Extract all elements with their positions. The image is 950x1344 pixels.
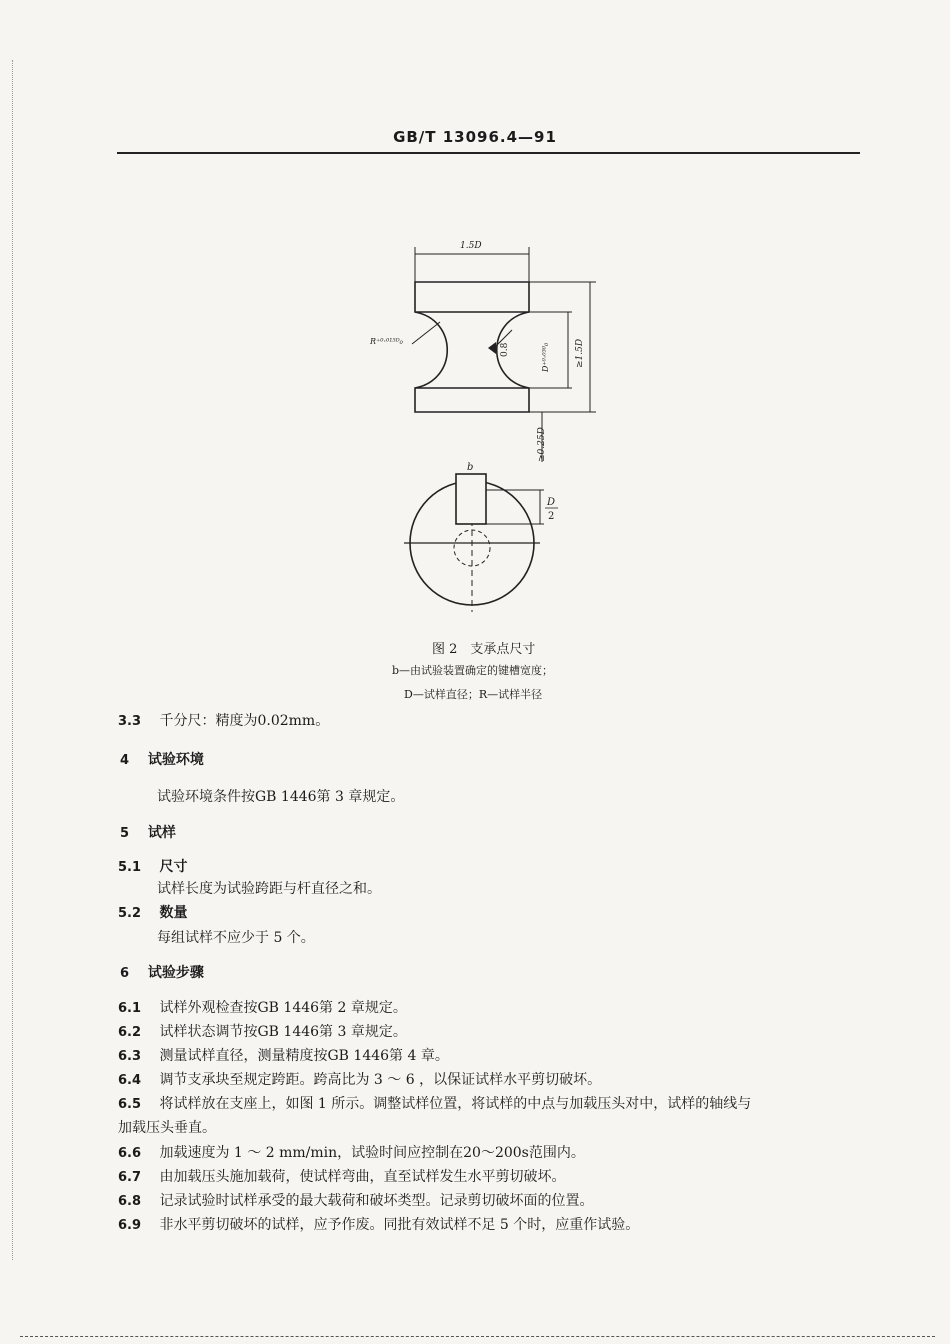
figure-legend-dr: D—试样直径；R—试样半径	[404, 688, 543, 701]
clause-text: 千分尺：精度为0.02mm。	[159, 713, 330, 729]
scan-bottom-border	[20, 1336, 935, 1337]
section-title: 试验步骤	[147, 965, 204, 981]
clause-text: 记录试验时试样承受的最大载荷和破坏类型。记录剪切破坏面的位置。	[159, 1193, 594, 1209]
clause-number: 6.7	[118, 1170, 142, 1185]
label-b: b	[467, 462, 474, 473]
paragraph-env: 试验环境条件按GB 1446第 3 章规定。	[157, 789, 405, 805]
clause-number: 6.2	[118, 1025, 142, 1040]
clause-number: 6.6	[118, 1146, 142, 1161]
clause-text: 将试样放在支座上，如图 1 所示。调整试样位置，将试样的中点与加载压头对中，试样的轴线与	[159, 1096, 752, 1112]
label-dia-tol: D⁺⁰·⁰³⁰₀	[541, 342, 550, 372]
paragraph-quantity: 每组试样不应少于 5 个。	[157, 930, 315, 946]
radius-leader	[412, 322, 440, 344]
clause-number: 5.1	[118, 860, 142, 875]
section-title: 试验环境	[147, 752, 204, 768]
label-radius: R⁺⁰·⁰¹⁵ᴰ₀	[370, 337, 403, 346]
clause-6-9	[118, 1214, 639, 1234]
clause-6-6	[118, 1142, 585, 1162]
clause-title: 尺寸	[159, 859, 188, 875]
label-half-d-num: D	[547, 497, 556, 508]
standard-code-header: GB/T 13096.4—91	[393, 128, 557, 146]
figure-legend-b: b—由试验装置确定的键槽宽度；	[392, 664, 554, 677]
section-number: 6	[120, 966, 130, 981]
clause-text: 由加载压头施加载荷，使试样弯曲，直至试样发生水平剪切破坏。	[159, 1169, 566, 1185]
figure-title: 图 2 支承点尺寸	[432, 642, 536, 657]
support-dimension-figure	[0, 0, 950, 640]
clause-6-4	[118, 1069, 601, 1089]
clause-number: 6.3	[118, 1049, 142, 1064]
label-08: 0.8	[500, 342, 510, 357]
clause-number: 6.8	[118, 1194, 142, 1209]
section-4-heading	[120, 749, 204, 769]
marker-08	[488, 342, 496, 354]
label-width-15d: 1.5D	[460, 241, 482, 251]
section-6-heading	[120, 962, 204, 982]
clause-3-3	[118, 710, 329, 730]
clause-number: 6.1	[118, 1001, 142, 1016]
clause-text: 加载速度为 1 ～ 2 mm/min，试验时间应控制在20～200s范围内。	[159, 1145, 585, 1161]
clause-text: 调节支承块至规定跨距。跨高比为 3 ～ 6 ，以保证试样水平剪切破坏。	[159, 1072, 602, 1088]
support-block-outline	[415, 282, 529, 412]
clause-6-5-cont: 加载压头垂直。	[118, 1120, 216, 1136]
clause-5-2	[118, 902, 187, 922]
section-number: 4	[120, 753, 130, 768]
clause-number: 6.9	[118, 1218, 142, 1233]
section-number: 5	[120, 826, 130, 841]
clause-number: 6.5	[118, 1097, 142, 1112]
section-title: 试样	[147, 825, 176, 841]
keyway-slot	[456, 474, 486, 524]
clause-6-8	[118, 1190, 593, 1210]
label-ge-15d: ≥1.5D	[575, 338, 585, 368]
clause-6-3	[118, 1045, 449, 1065]
clause-number: 6.4	[118, 1073, 142, 1088]
section-5-heading	[120, 822, 176, 842]
label-ge-025d: ≥0.25D	[537, 427, 547, 462]
clause-text: 非水平剪切破坏的试样，应予作废。同批有效试样不足 5 个时，应重作试验。	[159, 1217, 640, 1233]
clause-6-2	[118, 1021, 407, 1041]
clause-5-1	[118, 856, 187, 876]
clause-text: 试样外观检查按GB 1446第 2 章规定。	[159, 1000, 407, 1016]
clause-6-5	[118, 1093, 751, 1113]
clause-text: 测量试样直径，测量精度按GB 1446第 4 章。	[159, 1048, 449, 1064]
clause-text: 试样状态调节按GB 1446第 3 章规定。	[159, 1024, 407, 1040]
clause-6-1	[118, 997, 407, 1017]
label-half-d-den: 2	[548, 511, 555, 522]
clause-title: 数量	[159, 905, 188, 921]
paragraph-size: 试样长度为试验跨距与杆直径之和。	[157, 881, 381, 897]
clause-number: 5.2	[118, 906, 142, 921]
clause-number: 3.3	[118, 714, 142, 729]
clause-6-7	[118, 1166, 565, 1186]
